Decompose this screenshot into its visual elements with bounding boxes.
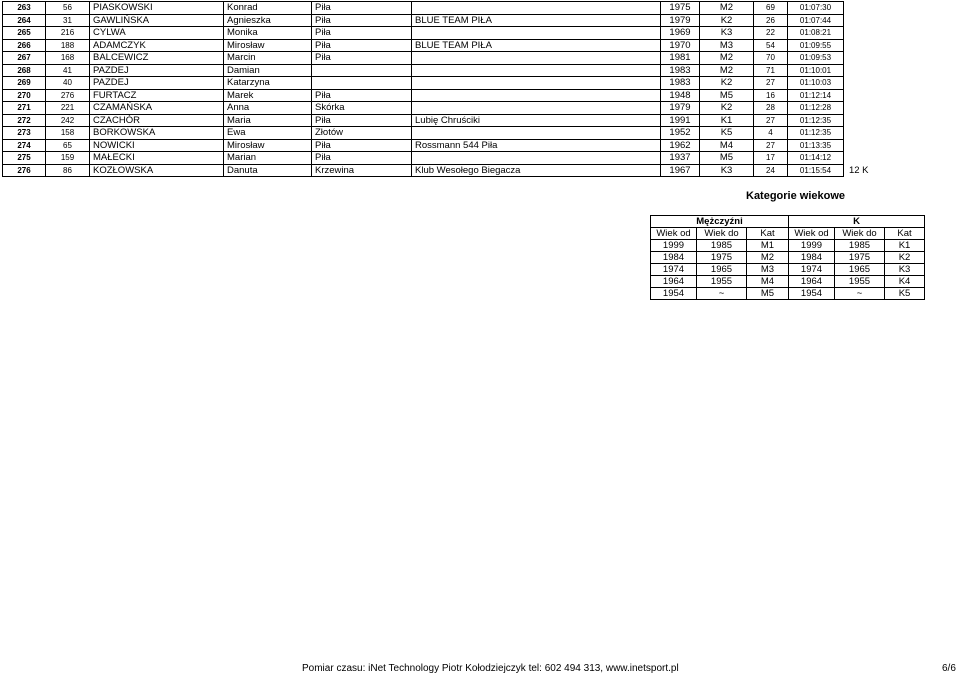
- cell-extra: [844, 27, 874, 40]
- cell-time: 01:08:21: [788, 27, 844, 40]
- cell-cat-place: 26: [754, 14, 788, 27]
- cell-bib: 216: [46, 27, 90, 40]
- cell-city: Piła: [312, 152, 412, 165]
- cell-cat-place: 27: [754, 77, 788, 90]
- cell-bib: 242: [46, 114, 90, 127]
- cell-year: 1970: [661, 39, 700, 52]
- category-cell: ~: [697, 288, 747, 300]
- cell-club: BLUE TEAM PIŁA: [412, 14, 661, 27]
- cell-year: 1981: [661, 52, 700, 65]
- cell-place: 265: [3, 27, 46, 40]
- results-body: [3, 2, 874, 177]
- cell-extra: [844, 127, 874, 140]
- cell-time: 01:07:30: [788, 2, 844, 15]
- cell-cat: M2: [700, 2, 754, 15]
- cell-extra: 12 K: [848, 164, 869, 176]
- women-group-header: K: [789, 216, 925, 228]
- cell-surname: GAWLIŃSKA: [90, 14, 224, 27]
- cell-year: 1979: [661, 102, 700, 115]
- cell-city: Piła: [312, 39, 412, 52]
- category-cell: 1985: [697, 240, 747, 252]
- cell-time: 01:07:44: [788, 14, 844, 27]
- cell-bib: 40: [46, 77, 90, 90]
- cell-bib: 56: [46, 2, 90, 15]
- cell-surname: PAZDEJ: [90, 77, 224, 90]
- cell-cat: K3: [700, 164, 754, 177]
- category-cell: 1954: [651, 288, 697, 300]
- cell-surname: ADAMCZYK: [90, 39, 224, 52]
- cell-club: [412, 102, 661, 115]
- cell-extra: [844, 64, 874, 77]
- categories-header-row: [651, 228, 925, 240]
- category-cell: 1974: [651, 264, 697, 276]
- cell-bib: 65: [46, 139, 90, 152]
- cell-surname: CYLWA: [90, 27, 224, 40]
- cell-surname: BORKOWSKA: [90, 127, 224, 140]
- cell-surname: BALCEWICZ: [90, 52, 224, 65]
- category-cell: 1984: [789, 252, 835, 264]
- cell-cat: K2: [700, 14, 754, 27]
- cell-place: 267: [3, 52, 46, 65]
- cell-club: [412, 64, 661, 77]
- cell-place: 271: [3, 102, 46, 115]
- cell-place: 273: [3, 127, 46, 140]
- cell-time: 01:09:53: [788, 52, 844, 65]
- cell-city: Piła: [312, 14, 412, 27]
- cell-cat: M5: [700, 89, 754, 102]
- cell-time: 01:14:12: [788, 152, 844, 165]
- cell-bib: 158: [46, 127, 90, 140]
- cell-cat-place: 70: [754, 52, 788, 65]
- cell-city: Piła: [312, 89, 412, 102]
- cell-surname: CZAMAŃSKA: [90, 102, 224, 115]
- cell-name: Marian: [224, 152, 312, 165]
- cell-bib: 168: [46, 52, 90, 65]
- category-cell: ~: [835, 288, 885, 300]
- cell-place: 274: [3, 139, 46, 152]
- category-cell: 1965: [697, 264, 747, 276]
- cell-cat: M5: [700, 152, 754, 165]
- page-number: 6/6: [942, 663, 956, 674]
- cell-cat-place: 22: [754, 27, 788, 40]
- cell-surname: MAŁECKI: [90, 152, 224, 165]
- cell-surname: NOWICKI: [90, 139, 224, 152]
- cell-bib: 276: [46, 89, 90, 102]
- cell-cat-place: 24: [754, 164, 788, 177]
- categories-table: [650, 215, 925, 300]
- column-header: Kat: [885, 228, 925, 240]
- cell-extra: [844, 139, 874, 152]
- category-cell: K2: [885, 252, 925, 264]
- cell-place: 275: [3, 152, 46, 165]
- cell-time: 01:12:28: [788, 102, 844, 115]
- cell-name: Danuta: [224, 164, 312, 177]
- cell-cat: M2: [700, 64, 754, 77]
- result-row: [3, 39, 874, 52]
- result-row: [3, 64, 874, 77]
- cell-cat-place: 71: [754, 64, 788, 77]
- cell-extra: [844, 152, 874, 165]
- category-cell: 1964: [789, 276, 835, 288]
- cell-extra: [844, 39, 874, 52]
- category-cell: 1985: [835, 240, 885, 252]
- cell-cat-place: 17: [754, 152, 788, 165]
- cell-city: [312, 77, 412, 90]
- cell-bib: 159: [46, 152, 90, 165]
- cell-name: Agnieszka: [224, 14, 312, 27]
- cell-bib: 188: [46, 39, 90, 52]
- cell-cat: M4: [700, 139, 754, 152]
- cell-surname: CZACHÓR: [90, 114, 224, 127]
- cell-place: 272: [3, 114, 46, 127]
- cell-year: 1937: [661, 152, 700, 165]
- footer-timing-credit: Pomiar czasu: iNet Technology Piotr Kołodziejczyk tel: 602 494 313, www.inetsport.pl: [302, 663, 679, 674]
- result-row: [3, 164, 874, 177]
- cell-extra: [844, 14, 874, 27]
- category-row: [651, 240, 925, 252]
- cell-cat-place: 4: [754, 127, 788, 140]
- cell-cat: K2: [700, 77, 754, 90]
- cell-place: 270: [3, 89, 46, 102]
- cell-year: 1983: [661, 77, 700, 90]
- cell-club: [412, 127, 661, 140]
- results-table: [2, 1, 874, 177]
- cell-surname: KOZŁOWSKA: [90, 164, 224, 177]
- cell-year: 1975: [661, 2, 700, 15]
- categories-title: Kategorie wiekowe: [746, 190, 846, 202]
- category-row: [651, 264, 925, 276]
- category-cell: 1999: [651, 240, 697, 252]
- cell-cat-place: 28: [754, 102, 788, 115]
- cell-surname: PIASKOWSKI: [90, 2, 224, 15]
- category-cell: M3: [747, 264, 789, 276]
- cell-club: [412, 77, 661, 90]
- cell-city: Piła: [312, 139, 412, 152]
- result-row: [3, 14, 874, 27]
- categories-body: [651, 240, 925, 300]
- cell-club: Lubię Chruściki: [412, 114, 661, 127]
- cell-city: Piła: [312, 27, 412, 40]
- cell-year: 1969: [661, 27, 700, 40]
- cell-name: Anna: [224, 102, 312, 115]
- result-row: [3, 127, 874, 140]
- cell-club: [412, 52, 661, 65]
- category-row: [651, 276, 925, 288]
- cell-cat-place: 69: [754, 2, 788, 15]
- result-row: [3, 2, 874, 15]
- result-row: [3, 77, 874, 90]
- category-cell: 1975: [835, 252, 885, 264]
- cell-city: [312, 64, 412, 77]
- cell-bib: 41: [46, 64, 90, 77]
- category-cell: 1965: [835, 264, 885, 276]
- cell-place: 269: [3, 77, 46, 90]
- cell-bib: 31: [46, 14, 90, 27]
- cell-city: Skórka: [312, 102, 412, 115]
- cell-club: [412, 152, 661, 165]
- result-row: [3, 152, 874, 165]
- cell-cat-place: 16: [754, 89, 788, 102]
- cell-year: 1979: [661, 14, 700, 27]
- column-header: Kat: [747, 228, 789, 240]
- cell-extra: [844, 102, 874, 115]
- category-cell: K3: [885, 264, 925, 276]
- result-row: [3, 139, 874, 152]
- cell-city: Piła: [312, 2, 412, 15]
- cell-time: 01:09:55: [788, 39, 844, 52]
- result-row: [3, 89, 874, 102]
- cell-name: Mirosław: [224, 139, 312, 152]
- cell-place: 268: [3, 64, 46, 77]
- cell-city: Piła: [312, 114, 412, 127]
- cell-year: 1952: [661, 127, 700, 140]
- cell-name: Maria: [224, 114, 312, 127]
- category-cell: 1984: [651, 252, 697, 264]
- result-row: [3, 102, 874, 115]
- cell-place: 264: [3, 14, 46, 27]
- cell-name: Damian: [224, 64, 312, 77]
- cell-year: 1962: [661, 139, 700, 152]
- cell-cat-place: 54: [754, 39, 788, 52]
- category-row: [651, 288, 925, 300]
- men-group-header: Mężczyźni: [651, 216, 789, 228]
- cell-time: 01:12:35: [788, 114, 844, 127]
- cell-extra: [844, 77, 874, 90]
- column-header: Wiek do: [835, 228, 885, 240]
- cell-extra: [844, 2, 874, 15]
- result-row: [3, 52, 874, 65]
- categories-group-row: [651, 216, 925, 228]
- cell-club: [412, 89, 661, 102]
- cell-club: Rossmann 544 Piła: [412, 139, 661, 152]
- cell-city: Złotów: [312, 127, 412, 140]
- column-header: Wiek od: [789, 228, 835, 240]
- category-cell: M1: [747, 240, 789, 252]
- cell-extra: [844, 114, 874, 127]
- cell-year: 1948: [661, 89, 700, 102]
- cell-name: Marek: [224, 89, 312, 102]
- cell-bib: 86: [46, 164, 90, 177]
- cell-place: 276: [3, 164, 46, 177]
- cell-cat: K2: [700, 102, 754, 115]
- cell-club: Klub Wesołego Biegacza: [412, 164, 661, 177]
- category-cell: 1975: [697, 252, 747, 264]
- category-cell: 1955: [835, 276, 885, 288]
- cell-place: 263: [3, 2, 46, 15]
- cell-time: 01:12:35: [788, 127, 844, 140]
- category-cell: K5: [885, 288, 925, 300]
- column-header: Wiek od: [651, 228, 697, 240]
- cell-cat: K1: [700, 114, 754, 127]
- category-cell: K4: [885, 276, 925, 288]
- cell-name: Konrad: [224, 2, 312, 15]
- cell-cat: K5: [700, 127, 754, 140]
- cell-extra: [844, 52, 874, 65]
- cell-club: [412, 2, 661, 15]
- cell-cat-place: 27: [754, 139, 788, 152]
- cell-surname: PAZDEJ: [90, 64, 224, 77]
- cell-name: Monika: [224, 27, 312, 40]
- result-row: [3, 27, 874, 40]
- cell-club: [412, 27, 661, 40]
- cell-place: 266: [3, 39, 46, 52]
- result-row: [3, 114, 874, 127]
- cell-city: Piła: [312, 52, 412, 65]
- category-row: [651, 252, 925, 264]
- category-cell: 1955: [697, 276, 747, 288]
- cell-cat: M2: [700, 52, 754, 65]
- cell-city: Krzewina: [312, 164, 412, 177]
- cell-time: 01:10:03: [788, 77, 844, 90]
- category-cell: 1964: [651, 276, 697, 288]
- cell-time: 01:15:54: [788, 164, 844, 177]
- cell-extra: [844, 89, 874, 102]
- column-header: Wiek do: [697, 228, 747, 240]
- cell-year: 1983: [661, 64, 700, 77]
- cell-year: 1967: [661, 164, 700, 177]
- category-cell: 1999: [789, 240, 835, 252]
- category-cell: K1: [885, 240, 925, 252]
- category-cell: M4: [747, 276, 789, 288]
- category-cell: M5: [747, 288, 789, 300]
- cell-name: Mirosław: [224, 39, 312, 52]
- cell-name: Marcin: [224, 52, 312, 65]
- category-cell: 1974: [789, 264, 835, 276]
- cell-bib: 221: [46, 102, 90, 115]
- cell-surname: FURTACZ: [90, 89, 224, 102]
- cell-club: BLUE TEAM PIŁA: [412, 39, 661, 52]
- cell-cat: K3: [700, 27, 754, 40]
- cell-time: 01:12:14: [788, 89, 844, 102]
- cell-name: Ewa: [224, 127, 312, 140]
- cell-cat-place: 27: [754, 114, 788, 127]
- cell-name: Katarzyna: [224, 77, 312, 90]
- cell-time: 01:13:35: [788, 139, 844, 152]
- cell-cat: M3: [700, 39, 754, 52]
- category-cell: 1954: [789, 288, 835, 300]
- cell-year: 1991: [661, 114, 700, 127]
- cell-time: 01:10:01: [788, 64, 844, 77]
- category-cell: M2: [747, 252, 789, 264]
